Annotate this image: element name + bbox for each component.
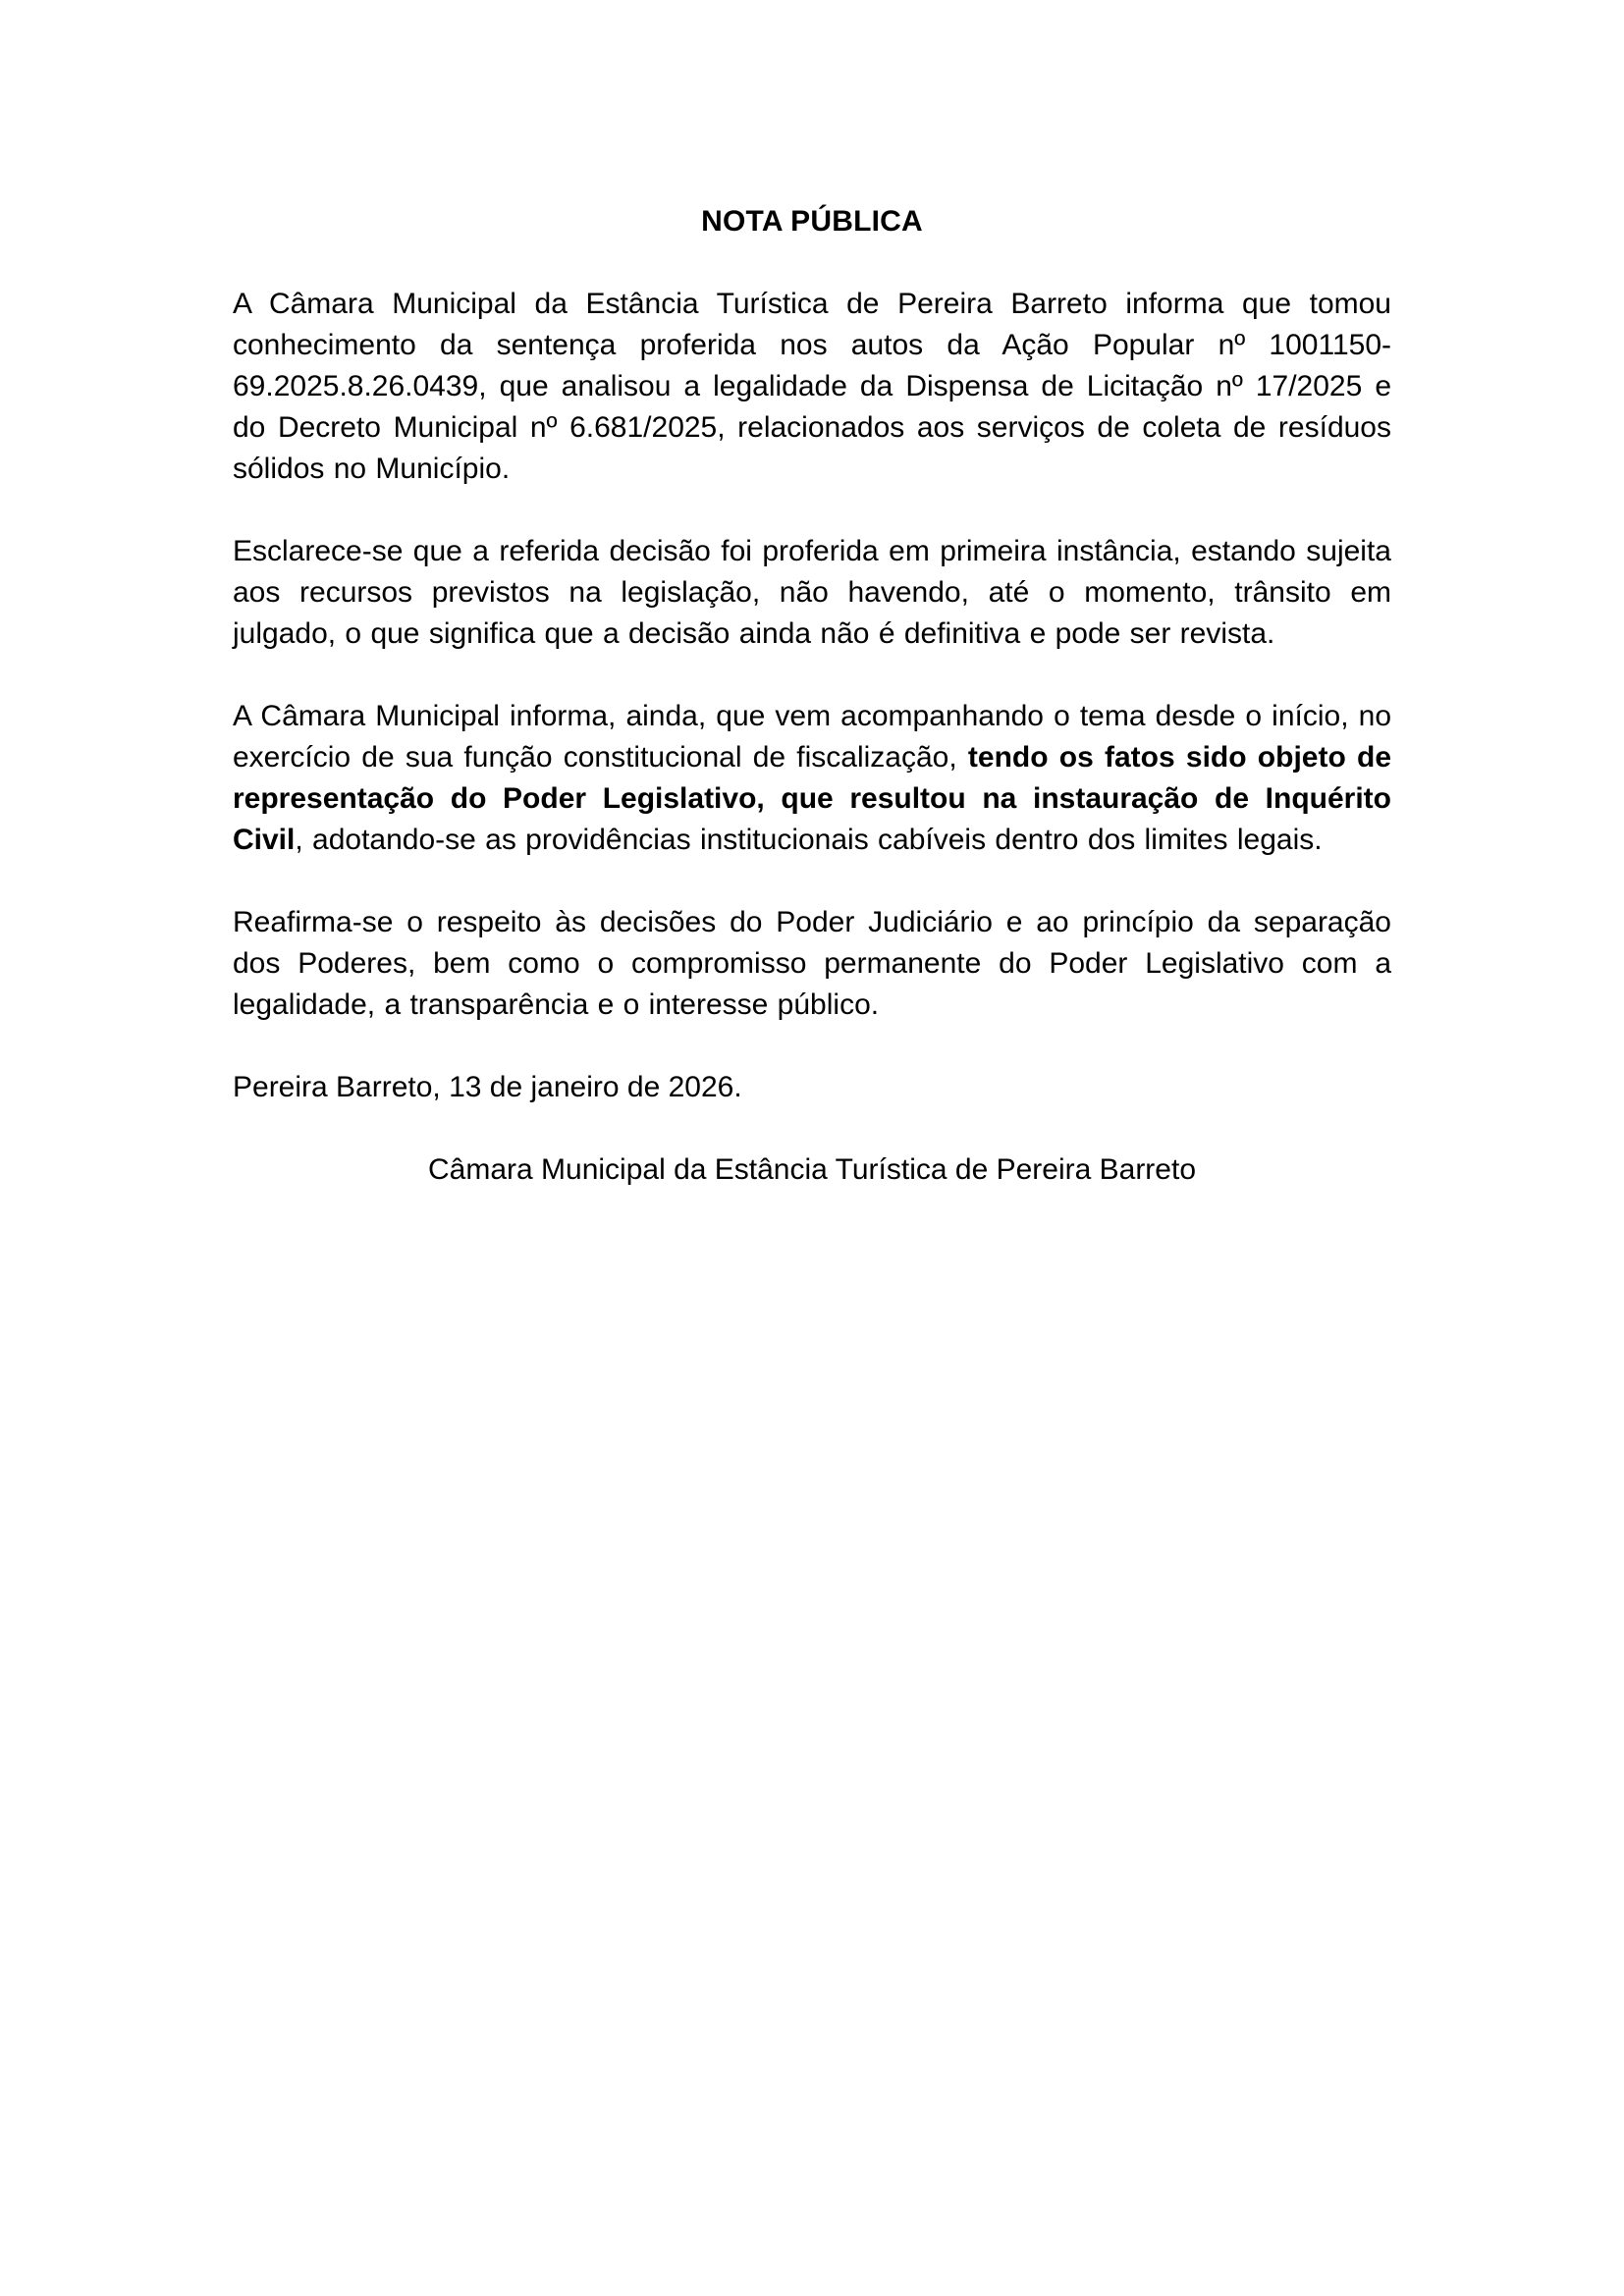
document-title: NOTA PÚBLICA <box>701 205 923 238</box>
paragraph-3 <box>233 696 1391 861</box>
paragraph-1: A Câmara Municipal da Estância Turística de Pereira Barreto informa que tomou conhecimento da sentença proferida nos autos da Ação Popular nº 1001150-69.2025.8.26.0439, que analisou a legalidade da Dispensa de Licitação nº 17/2025 e do Decreto Municipal nº 6.681/2025, relacionados aos serviços de coleta de resíduos sólidos no Município. <box>233 288 1391 485</box>
paragraph-2: Esclarece-se que a referida decisão foi proferida em primeira instância, estando sujeita aos recursos previstos na legislação, não havendo, até o momento, trânsito em julgado, o que significa que a decisão ainda não é definitiva e pode ser revista. <box>233 535 1391 650</box>
paragraph-3-bold-text: tendo os fatos sido objeto de representação do Poder Legislativo, que resultou na instauração de Inquérito Civil <box>233 741 1391 856</box>
paragraph-4: Reafirma-se o respeito às decisões do Poder Judiciário e ao princípio da separação dos Poderes, bem como o compromisso permanente do Poder Legislativo com a legalidade, a transparência e o interesse público. <box>233 906 1391 1021</box>
date-place-line: Pereira Barreto, 13 de janeiro de 2026. <box>233 1071 742 1103</box>
signature-line: Câmara Municipal da Estância Turística de Pereira Barreto <box>427 1153 1197 1186</box>
paragraph-3-text-end: , adotando-se as providências institucionais cabíveis dentro dos limites legais. <box>295 824 1323 856</box>
paragraph-3-text-start: A Câmara Municipal informa, ainda, que vem acompanhando o tema desde o início, no exercício de sua função constitucional de fiscalização, <box>233 700 1391 774</box>
